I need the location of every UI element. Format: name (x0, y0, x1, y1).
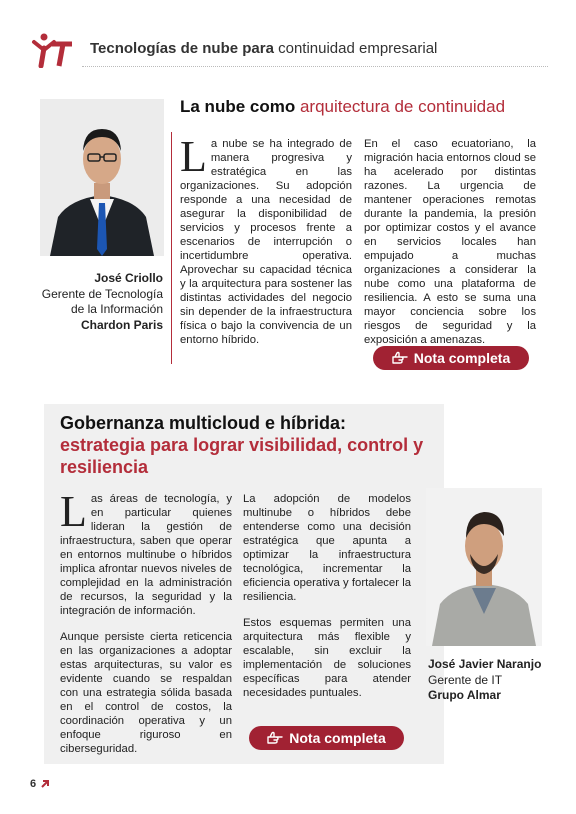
section1-column-2 (364, 137, 536, 347)
pointing-hand-icon (267, 731, 283, 745)
section2-col2-p2: Estos esquemas permiten una arquitectura más flexible y escalable, sin excluir la implementación de soluciones específicas para atender necesidades puntuales. (243, 617, 411, 699)
section2-title (60, 412, 440, 478)
header-divider (82, 66, 548, 67)
section2-col1-p2: Aunque persiste cierta reticencia en las organizaciones a adoptar estas arquitecturas, su valor es evidente cuando se respaldan con una estrategia sólida basada en el control de costos, la coordinación operativa y un enfoque riguroso en ciberseguridad. (60, 631, 232, 755)
dropcap: L (180, 132, 207, 181)
button-label: Nota completa (289, 730, 386, 746)
author-company: Grupo Almar (428, 688, 501, 702)
section2-column-2 (243, 492, 411, 712)
section1-col2-text: En el caso ecuatoriano, la migración hacia entornos cloud se ha acelerado por distintas razones. La urgencia de mantener operaciones remotas durante la pandemia, la presión por optimizar costos y el avance en servicios locales han empujado a muchas organizaciones a considerar la nube como una plataforma de resiliencia. A esto se suma una mayor conciencia sobre los riesgos de seguridad y la exposición a amenazas. (364, 138, 536, 346)
arrow-up-right-icon (40, 779, 50, 789)
nota-completa-button-2[interactable] (249, 726, 404, 750)
header-title (90, 40, 437, 57)
accent-divider (171, 132, 172, 364)
author-card-jose-criollo (40, 271, 163, 333)
dropcap: L (60, 487, 87, 536)
it-logo (30, 32, 74, 68)
section1-title-bold: La nube como (180, 97, 296, 116)
portrait-jose-javier-naranjo (426, 488, 542, 646)
section2-col2-p1: La adopción de modelos multinube o híbridos debe entenderse como una decisión estratégica que apunta a optimizar la infraestructura tecnológica, incrementar la eficiencia operativa y fortalecer la resiliencia. (243, 493, 411, 603)
section1-title (180, 97, 505, 117)
author-card-jose-javier-naranjo (428, 657, 548, 704)
author-name: José Criollo (94, 271, 163, 285)
page-number: 6 (30, 778, 37, 790)
author-role: Gerente de Tecnología de la Información (41, 286, 163, 316)
section2-title-accent: estrategia para lograr visibilidad, control y resiliencia (60, 435, 424, 477)
section2-title-line1: Gobernanza multicloud e híbrida: (60, 413, 347, 433)
header-title-rest: continuidad empresarial (273, 40, 438, 57)
section1-col1-text: a nube se ha integrado de manera progresiva y estratégica en las organizaciones. Su adopción responde a una necesidad de asegurar la disponibilidad de servicios y procesos frente a escenarios de interrupción o incertidumbre operativa. Aprovechar su capacidad técnica y la arquitectura para sostener las distintas actividades del negocio sin depender de la infraestructura física o bajo la convivencia de un entorno híbrido. (180, 138, 352, 346)
section1-column-1 (180, 132, 352, 347)
portrait-jose-criollo (40, 99, 164, 256)
button-label: Nota completa (413, 350, 511, 366)
section2-column-1 (60, 487, 232, 768)
author-role: Gerente de IT (428, 672, 503, 687)
pointing-hand-icon (392, 351, 408, 365)
page-header (30, 28, 548, 68)
nota-completa-button-1[interactable] (373, 346, 529, 370)
page-footer (30, 778, 50, 790)
header-title-bold: Tecnologías de nube para (90, 40, 274, 57)
section1-title-accent: arquitectura de continuidad (295, 97, 506, 116)
author-company: Chardon Paris (80, 317, 163, 332)
section2-col1-p1: as áreas de tecnología, y en particular quienes lideran la gestión de infraestructura, saben que operar en entornos multinube o híbridos implica afrontar nuevos niveles de complejidad en la administración de recursos, la seguridad y la integración de información. (60, 493, 232, 617)
author-name: José Javier Naranjo (428, 657, 542, 671)
